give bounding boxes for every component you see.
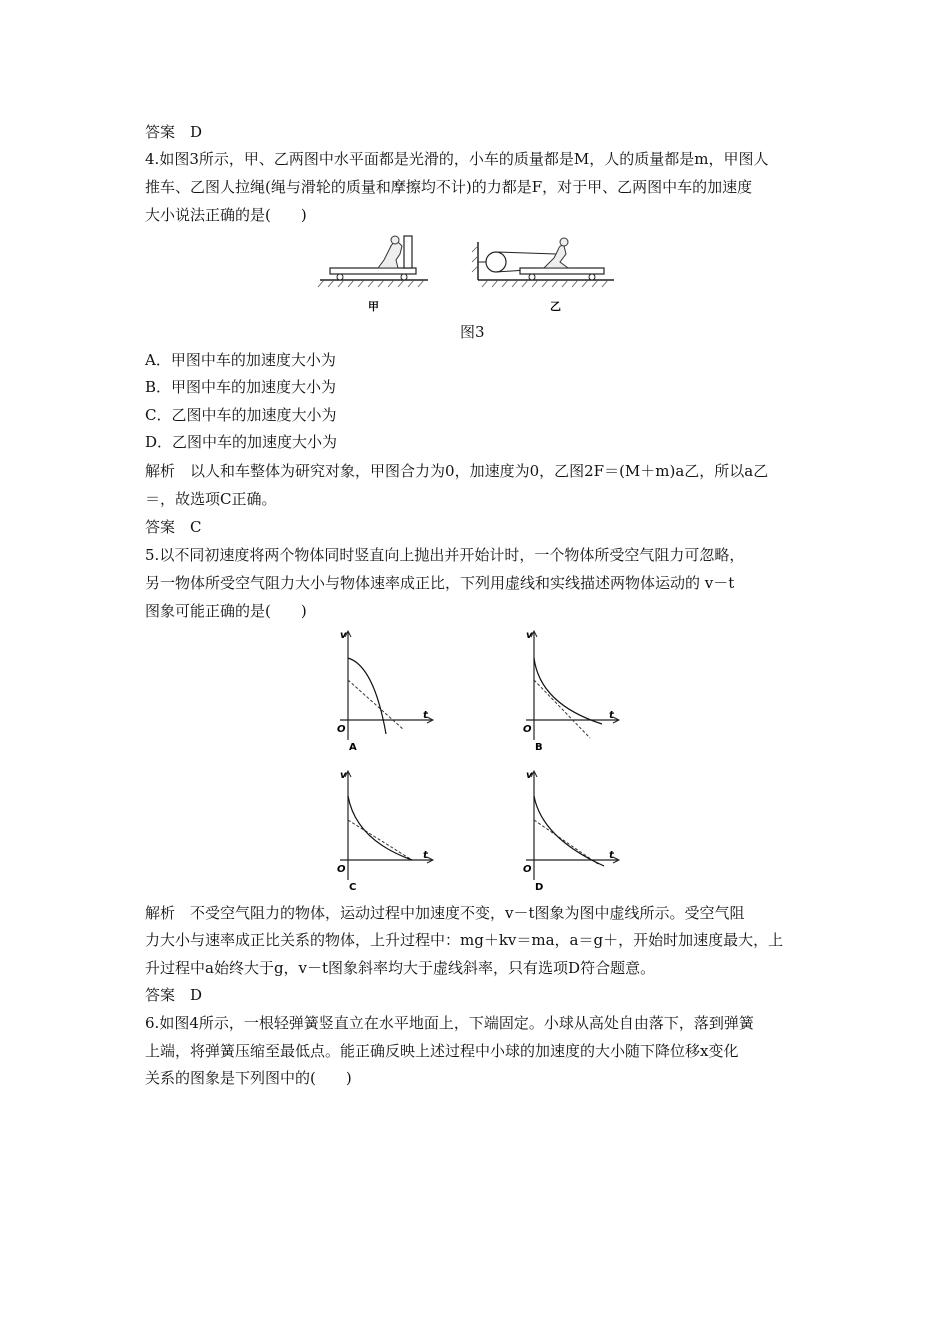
dashed-line — [348, 820, 412, 860]
solid-curve — [348, 658, 386, 734]
figure-3-illustration — [318, 232, 618, 316]
figure-label-left: 甲 — [368, 300, 379, 313]
q4-stem-line-1: 4.如图3所示，甲、乙两图中水平面都是光滑的，小车的质量都是M，人的质量都是m，甲图人 — [145, 150, 769, 168]
origin-label: O — [523, 864, 532, 875]
analysis-label: 解析 — [145, 904, 176, 922]
dashed-line — [534, 680, 590, 738]
q6-stem-line-1: 6.如图4所示，一根轻弹簧竖直立在水平地面上，下端固定。小球从高处自由落下，落到弹簧 — [145, 1014, 754, 1032]
dashed-line — [534, 820, 598, 864]
graph-label: B — [535, 742, 543, 753]
answer-label: 答案 — [145, 986, 176, 1004]
solid-curve — [534, 658, 602, 724]
axis-label-v: v — [340, 630, 347, 641]
q5-answer-line — [145, 985, 202, 1005]
q5-analysis-line-2: 力大小与速率成正比关系的物体，上升过程中：mg＋kv＝ma，a＝g＋，开始时加速度最大，上 — [145, 931, 784, 949]
q3-answer-line — [145, 122, 202, 142]
graph-b — [520, 628, 630, 753]
question-number: 4. — [145, 150, 160, 168]
q6-stem-line-3: 关系的图象是下列图中的( ) — [145, 1069, 352, 1087]
graph-label: C — [349, 882, 357, 893]
origin-label: O — [337, 724, 346, 735]
graph-a — [334, 628, 444, 753]
answer-value: C — [190, 518, 202, 536]
origin-label: O — [523, 724, 532, 735]
origin-label: O — [337, 864, 346, 875]
axis-label-v: v — [340, 770, 347, 781]
q4-analysis-line-2: ＝，故选项C正确。 — [145, 490, 277, 508]
q5-stem-line-3: 图象可能正确的是( ) — [145, 602, 307, 620]
graph-label: A — [349, 742, 357, 753]
q5-analysis-line-1: 解析 不受空气阻力的物体，运动过程中加速度不变，v－t图象为图中虚线所示。受空气阻 — [145, 904, 745, 922]
answer-value: D — [190, 123, 203, 141]
q5-analysis-line-3: 升过程中a始终大于g，v－t图象斜率均大于虚线斜率，只有选项D符合题意。 — [145, 959, 656, 977]
dashed-line — [348, 680, 404, 730]
q4-option-b: B．甲图中车的加速度大小为 — [145, 378, 337, 396]
analysis-label: 解析 — [145, 462, 176, 480]
q4-answer-line — [145, 517, 202, 537]
axis-label-t: t — [609, 710, 614, 721]
q6-stem-line-2: 上端，将弹簧压缩至最低点。能正确反映上述过程中小球的加速度的大小随下降位移x变化 — [145, 1042, 739, 1060]
axis-label-v: v — [526, 770, 533, 781]
figure-3-caption: 图3 — [460, 323, 485, 341]
graph-c — [334, 768, 444, 893]
cart-push-scene — [318, 236, 428, 313]
axis-label-t: t — [423, 850, 428, 861]
q4-stem-line-3: 大小说法正确的是( ) — [145, 206, 307, 224]
graph-d — [520, 768, 630, 893]
figure-label-right: 乙 — [550, 300, 561, 313]
answer-value: D — [190, 986, 203, 1004]
answer-label: 答案 — [145, 123, 176, 141]
solid-curve — [348, 796, 412, 860]
q5-stem-line-2: 另一物体所受空气阻力大小与物体速率成正比，下列用虚线和实线描述两物体运动的 v－t — [145, 574, 735, 592]
q4-option-a: A．甲图中车的加速度大小为 — [145, 351, 336, 369]
solid-curve — [534, 796, 604, 866]
axis-label-t: t — [609, 850, 614, 861]
q4-option-d: D．乙图中车的加速度大小为 — [145, 433, 338, 451]
q4-analysis-line-1: 解析 以人和车整体为研究对象，甲图合力为0，加速度为0，乙图2F＝(M＋m)a乙，所以a乙 — [145, 462, 769, 480]
answer-label: 答案 — [145, 518, 176, 536]
question-number: 6. — [145, 1014, 160, 1032]
rope-pull-scene — [472, 238, 614, 313]
question-number: 5. — [145, 546, 160, 564]
q4-option-c: C．乙图中车的加速度大小为 — [145, 406, 337, 424]
axis-label-t: t — [423, 710, 428, 721]
graph-label: D — [535, 882, 544, 893]
q5-stem-line-1: 5.以不同初速度将两个物体同时竖直向上抛出并开始计时，一个物体所受空气阻力可忽略， — [145, 546, 745, 564]
q4-stem-line-2: 推车、乙图人拉绳(绳与滑轮的质量和摩擦均不计)的力都是F，对于甲、乙两图中车的加速度 — [145, 178, 753, 196]
axis-label-v: v — [526, 630, 533, 641]
